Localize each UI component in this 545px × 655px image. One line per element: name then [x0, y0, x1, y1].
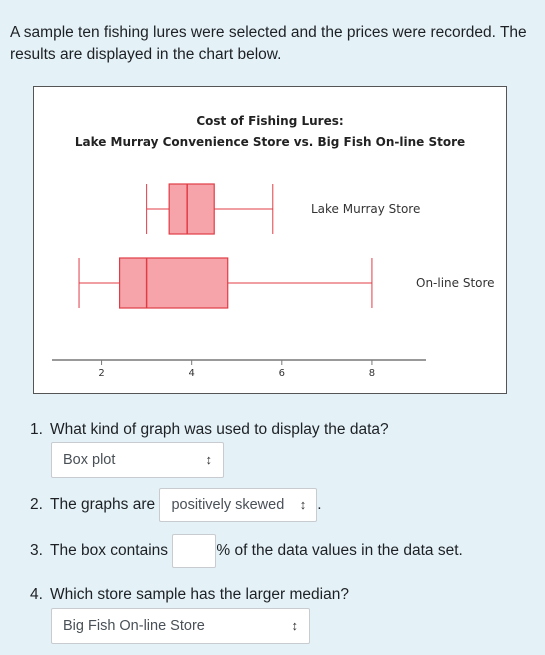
chart-subtitle: Lake Murray Convenience Store vs. Big Fish On-line Store: [74, 135, 466, 149]
intro-text: A sample ten fishing lures were selected and the prices were recorded. The results are displayed in the chart below.: [10, 24, 527, 63]
question-2-text-before: The graphs are: [50, 496, 156, 514]
question-4-number: 4.: [30, 586, 43, 603]
question-4: [30, 585, 349, 605]
chart-plot-area: [34, 87, 506, 393]
x-tick-label: 6: [278, 368, 285, 379]
skew-select[interactable]: [159, 488, 317, 522]
question-2: [30, 488, 322, 522]
iqr-box: [169, 184, 214, 234]
series-label: On-line Store: [416, 276, 495, 290]
up-down-arrow-icon: ↕: [205, 452, 212, 467]
question-3-text-before: The box contains: [50, 542, 169, 560]
question-3-text-after: % of the data values in the data set.: [216, 542, 463, 560]
x-tick-label: 8: [368, 368, 376, 379]
graph-type-select[interactable]: [51, 442, 224, 478]
series-label: Lake Murray Store: [311, 202, 421, 216]
skew-select-value: positively skewed: [171, 497, 285, 513]
question-3-number: 3.: [30, 542, 43, 560]
chart-title: Cost of Fishing Lures:: [196, 114, 344, 128]
iqr-box: [120, 258, 228, 308]
x-tick-label: 4: [188, 368, 195, 379]
question-3: [30, 534, 463, 568]
question-1: [30, 420, 389, 440]
boxplot-chart: [33, 86, 507, 394]
question-1-text: What kind of graph was used to display the data?: [50, 421, 389, 438]
graph-type-select-value: Box plot: [63, 452, 116, 468]
percent-input[interactable]: [172, 534, 216, 568]
question-4-text: Which store sample has the larger median?: [50, 586, 349, 603]
store-median-select-value: Big Fish On-line Store: [63, 618, 205, 634]
question-1-number: 1.: [30, 421, 43, 438]
question-2-number: 2.: [30, 496, 43, 514]
up-down-arrow-icon: ↕: [299, 497, 307, 512]
up-down-arrow-icon: ↕: [291, 618, 298, 633]
store-median-select[interactable]: [51, 608, 310, 644]
question-2-text-after: .: [317, 496, 322, 514]
x-tick-label: 2: [98, 368, 105, 379]
